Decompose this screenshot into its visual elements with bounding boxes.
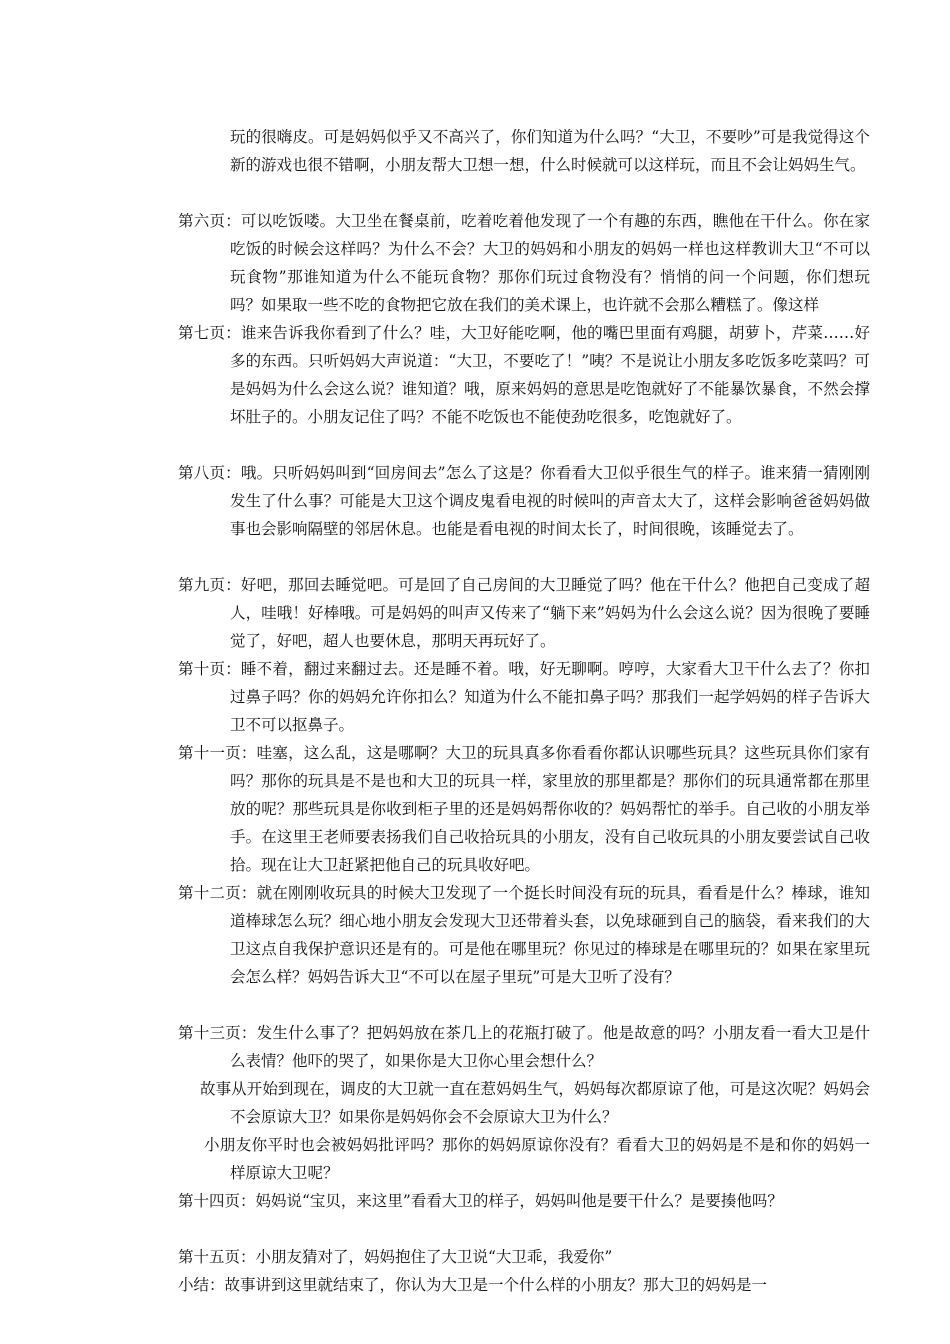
paragraph-page5-continuation: 玩的很嗨皮。可是妈妈似乎又不高兴了，你们知道为什么吗？“大卫，不要吵”可是我觉得这个新的游戏也很不错啊，小朋友帮大卫想一想，什么时候就可以这样玩，而且不会让妈妈生气。	[230, 128, 870, 174]
paragraph-summary: 小结：故事讲到这里就结束了，你认为大卫是一个什么样的小朋友？那大卫的妈妈是一	[178, 1276, 768, 1294]
paragraph-criticism-question: 小朋友你平时也会被妈妈批评吗？那你的妈妈原谅你没有？看看大卫的妈妈是不是和你的妈妈一样原谅大卫呢？	[204, 1136, 870, 1182]
paragraph-page15: 第十五页：小朋友猜对了，妈妈抱住了大卫说“大卫乖，我爱你”	[178, 1248, 613, 1266]
paragraph-page6: 第六页：可以吃饭喽。大卫坐在餐桌前，吃着吃着他发现了一个有趣的东西，瞧他在干什么。你在家吃饭的时候会这样吗？为什么不会？大卫的妈妈和小朋友的妈妈一样也这样教训大卫“不可以玩食物”那谁知道为什么不能玩食物？那你们玩过食物没有？悄悄的问一个问题，你们想玩吗？如果取一些不吃的食物把它放在我们的美术课上，也许就不会那么糟糕了。像这样	[178, 212, 870, 314]
paragraph-page10: 第十页：睡不着，翻过来翻过去。还是睡不着。哦，好无聊啊。哼哼，大家看大卫干什么去了？你扣过鼻子吗？你的妈妈允许你扣么？知道为什么不能扣鼻子吗？那我们一起学妈妈的样子告诉大卫不可以抠鼻子。	[178, 660, 870, 734]
paragraph-page13: 第十三页：发生什么事了？把妈妈放在茶几上的花瓶打破了。他是故意的吗？小朋友看一看大卫是什么表情？他吓的哭了，如果你是大卫你心里会想什么？	[178, 1024, 870, 1070]
paragraph-page14: 第十四页：妈妈说“宝贝，来这里”看看大卫的样子，妈妈叫他是要干什么？是要揍他吗？	[178, 1192, 783, 1210]
paragraph-forgiveness-question: 故事从开始到现在，调皮的大卫就一直在惹妈妈生气，妈妈每次都原谅了他，可是这次呢？妈妈会不会原谅大卫？如果你是妈妈你会不会原谅大卫为什么？	[200, 1080, 870, 1126]
paragraph-page11: 第十一页：哇塞，这么乱，这是哪啊？大卫的玩具真多你看看你都认识哪些玩具？这些玩具你们家有吗？那你的玩具是不是也和大卫的玩具一样，家里放的那里都是？那你们的玩具通常都在那里放的呢？那些玩具是你收到柜子里的还是妈妈帮你收的？妈妈帮忙的举手。自己收的小朋友举手。在这里王老师要表扬我们自己收拾玩具的小朋友，没有自己收玩具的小朋友要尝试自己收拾。现在让大卫赶紧把他自己的玩具收好吧。	[178, 744, 870, 874]
paragraph-page12: 第十二页：就在刚刚收玩具的时候大卫发现了一个挺长时间没有玩的玩具，看看是什么？棒球，谁知道棒球怎么玩？细心地小朋友会发现大卫还带着头套，以免球砸到自己的脑袋，看来我们的大卫这点自我保护意识还是有的。可是他在哪里玩？你见过的棒球是在哪里玩的？如果在家里玩会怎么样？妈妈告诉大卫“不可以在屋子里玩”可是大卫听了没有？	[178, 884, 870, 986]
paragraph-page9: 第九页：好吧，那回去睡觉吧。可是回了自己房间的大卫睡觉了吗？他在干什么？他把自己变成了超人，哇哦！好棒哦。可是妈妈的叫声又传来了“躺下来”妈妈为什么会这么说？因为很晚了要睡觉了，好吧，超人也要休息，那明天再玩好了。	[178, 576, 870, 650]
paragraph-page7: 第七页：谁来告诉我你看到了什么？哇，大卫好能吃啊，他的嘴巴里面有鸡腿，胡萝卜，芹菜……好多的东西。只听妈妈大声说道：“大卫，不要吃了！”咦？不是说让小朋友多吃饭多吃菜吗？可是妈妈为什么会这么说？谁知道？哦，原来妈妈的意思是吃饱就好了不能暴饮暴食，不然会撑坏肚子的。小朋友记住了吗？不能不吃饭也不能使劲吃很多，吃饱就好了。	[178, 324, 870, 426]
paragraph-page8: 第八页：哦。只听妈妈叫到“回房间去”怎么了这是？你看看大卫似乎很生气的样子。谁来猜一猜刚刚发生了什么事？可能是大卫这个调皮鬼看电视的时候叫的声音太大了，这样会影响爸爸妈妈做事也会影响隔壁的邻居休息。也能是看电视的时间太长了，时间很晚，该睡觉去了。	[178, 464, 870, 538]
